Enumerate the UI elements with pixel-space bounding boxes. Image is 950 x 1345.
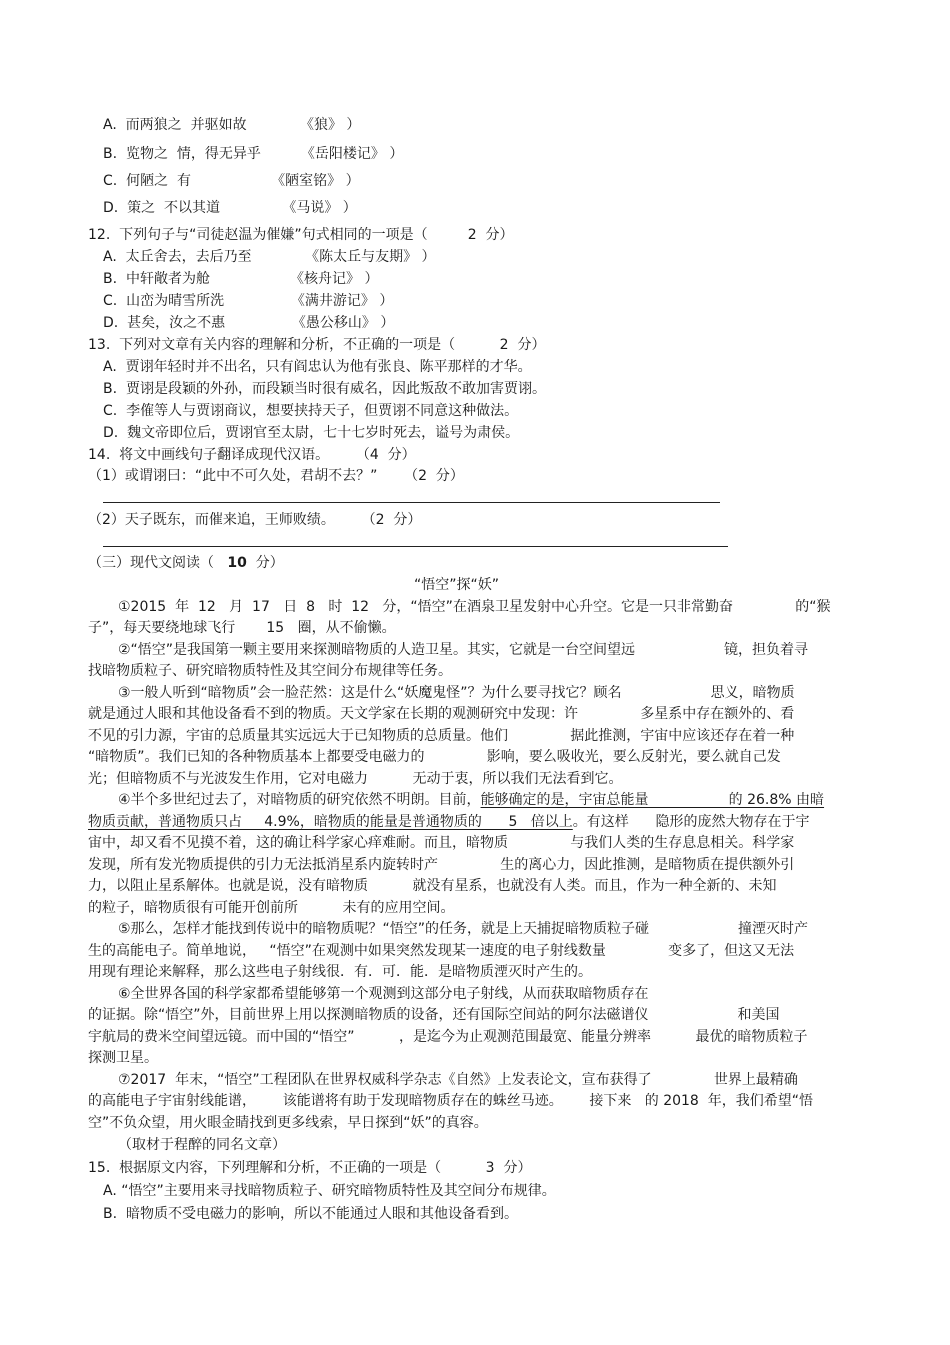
- p1-line-1: ①2015 年 12 月 17 日 8 时 12 分，“悟空”在酒泉卫星发射中心升空。它是一只非常勤奋 的“猴: [118, 599, 831, 615]
- q12-option-d: D. 甚矣，汝之不惠 《愚公移山》 ）: [103, 315, 395, 331]
- p7-line-1: ⑦2017 年末，“悟空”工程团队在世界权威科学杂志《自然》上发表论文，宣布获得了 世界上最精确: [118, 1072, 798, 1088]
- p2-line-2: 找暗物质粒子、研究暗物质特性及其空间分布规律等任务。: [88, 663, 452, 679]
- p3-line-3: 不见的引力源，宇宙的总质量其实远远大于已知物质的总质量。他们 据此推测，宇宙中应该还存在着一种: [88, 728, 795, 744]
- p5-line-1: ⑤那么，怎样才能找到传说中的暗物质呢？“悟空”的任务，就是上天捕捉暗物质粒子碰 撞湮灭时产: [118, 921, 809, 937]
- p5-line-3: 用现有理论来解释，那么这些电子射线很．有．可．能．是暗物质湮灭时产生的。: [88, 964, 592, 980]
- q13-option-a: A. 贾诩年轻时并不出名，只有阎忠认为他有张良、陈平那样的才华。: [103, 359, 532, 375]
- p4-line-5: 力，以阻止星系解体。也就是说，没有暗物质 就没有星系，也就没有人类。而且，作为一种全新的、未知: [88, 878, 777, 894]
- q11-option-d: D. 策之 不以其道 《马说》 ）: [103, 200, 357, 216]
- article-source: （取材于程醉的同名文章）: [118, 1137, 286, 1153]
- q12-option-b: B. 中轩敞者为舱 《核舟记》 ）: [103, 271, 379, 287]
- p5-line-2: 生的高能电子。简单地说， “悟空”在观测中如果突然发现某一速度的电子射线数量 变多了，但这又无法: [88, 943, 795, 959]
- q14-sentence-2: （2）天子既东，而催来追，王师败绩。 （2 分）: [88, 512, 422, 528]
- underlined-sentence-part-2: 物质贡献，普通物质只占 4.9%，暗物质的能量是普通物质的 5 倍以上: [88, 814, 573, 830]
- p6-line-2: 的证据。除“悟空”外，目前世界上用以探测暗物质的设备，还有国际空间站的阿尔法磁谱仪 和美国: [88, 1007, 780, 1023]
- p3-line-2: 就是通过人眼和其他设备看不到的物质。天文学家在长期的观测研究中发现：许 多星系中存在额外的、看: [88, 706, 795, 722]
- q15-stem: 15. 根据原文内容，下列理解和分析，不正确的一项是（ 3 分）: [88, 1160, 532, 1176]
- p6-line-3: 宇航局的费米空间望远镜。而中国的“悟空” ，是迄今为止观测范围最宽、能量分辨率 最优的暗物质粒子: [88, 1029, 808, 1045]
- p4-line-3: 宙中，却又看不见摸不着，这的确让科学家心痒难耐。而且，暗物质 与我们人类的生存息息相关。科学家: [88, 835, 795, 851]
- p3-line-4: “暗物质”。我们已知的各种物质基本上都要受电磁力的 影响，要么吸收光，要么反射光，要么就自己发: [88, 749, 781, 765]
- q14-stem: 14. 将文中画线句子翻译成现代汉语。 （4 分）: [88, 447, 416, 463]
- p7-line-2: 的高能电子宇宙射线能谱， 该能谱将有助于发现暗物质存在的蛛丝马迹。 接下来 的 2018 年，我们希望“悟: [88, 1093, 813, 1109]
- q11-option-b: B. 览物之 情，得无异乎 《岳阳楼记》 ）: [103, 146, 404, 162]
- q13-option-b: B. 贾诩是段颖的外孙，而段颖当时很有威名，因此叛敌不敢加害贾诩。: [103, 381, 546, 397]
- p6-line-4: 探测卫星。: [88, 1050, 158, 1066]
- q11-option-c: C. 何陋之 有 《陋室铭》 ）: [103, 173, 360, 189]
- p6-line-1: ⑥全世界各国的科学家都希望能够第一个观测到这部分电子射线，从而获取暗物质存在: [118, 986, 649, 1002]
- section-heading: （三）现代文阅读（ 10 分）: [88, 555, 284, 571]
- q13-option-c: C. 李傕等人与贾诩商议，想要挟持天子，但贾诩不同意这种做法。: [103, 403, 519, 419]
- p4-line-2: 物质贡献，普通物质只占 4.9%，暗物质的能量是普通物质的 5 倍以上。有这样 隐形的庞然大物存在于宇: [88, 814, 810, 830]
- answer-line-2: [103, 546, 728, 547]
- underlined-sentence-part-1: 能够确定的是，宇宙总能量 的 26.8% 由暗: [480, 792, 825, 808]
- q12-option-c: C. 山峦为晴雪所洗 《满井游记》 ）: [103, 293, 394, 309]
- p3-line-1: ③一般人听到“暗物质”会一脸茫然：这是什么“妖魔鬼怪”？为什么要寻找它？顾名 思义，暗物质: [118, 685, 795, 701]
- p1-line-2: 子”，每天要绕地球飞行 15 圈，从不偷懒。: [88, 620, 396, 636]
- q11-option-a: A. 而两狼之 并驱如故 《狼》 ）: [103, 117, 361, 133]
- p4-line-6: 的粒子，暗物质很有可能开创前所 未有的应用空间。: [88, 900, 455, 916]
- p7-line-3: 空”不负众望，用火眼金睛找到更多线索，早日探到“妖”的真容。: [88, 1115, 488, 1131]
- p4-line-1: ④半个多世纪过去了，对暗物质的研究依然不明朗。目前，能够确定的是，宇宙总能量 的 26.8% 由暗: [118, 792, 825, 808]
- q13-stem: 13. 下列对文章有关内容的理解和分析，不正确的一项是（ 2 分）: [88, 337, 546, 353]
- p3-line-5: 光；但暗物质不与光波发生作用，它对电磁力 无动于衷，所以我们无法看到它。: [88, 771, 623, 787]
- q15-option-b: B. 暗物质不受电磁力的影响，所以不能通过人眼和其他设备看到。: [103, 1206, 518, 1222]
- p4-line-4: 发现，所有发光物质提供的引力无法抵消星系内旋转时产 生的离心力，因此推测，是暗物质在提供额外引: [88, 857, 795, 873]
- q12-stem: 12. 下列句子与“司徒赵温为催嫌”句式相同的一项是（ 2 分）: [88, 227, 514, 243]
- article-title: “悟空”探“妖”: [414, 577, 500, 593]
- q14-sentence-1: （1）或谓诩曰：“此中不可久处，君胡不去？” （2 分）: [88, 468, 464, 484]
- q13-option-d: D. 魏文帝即位后，贾诩官至太尉，七十七岁时死去，谥号为肃侯。: [103, 425, 520, 441]
- p2-line-1: ②“悟空”是我国第一颗主要用来探测暗物质的人造卫星。其实，它就是一台空间望远 镜，担负着寻: [118, 642, 809, 658]
- answer-line-1: [103, 502, 720, 503]
- q15-option-a: A. “悟空”主要用来寻找暗物质粒子、研究暗物质特性及其空间分布规律。: [103, 1183, 556, 1199]
- q12-option-a: A. 太丘舍去，去后乃至 《陈太丘与友期》 ）: [103, 249, 436, 265]
